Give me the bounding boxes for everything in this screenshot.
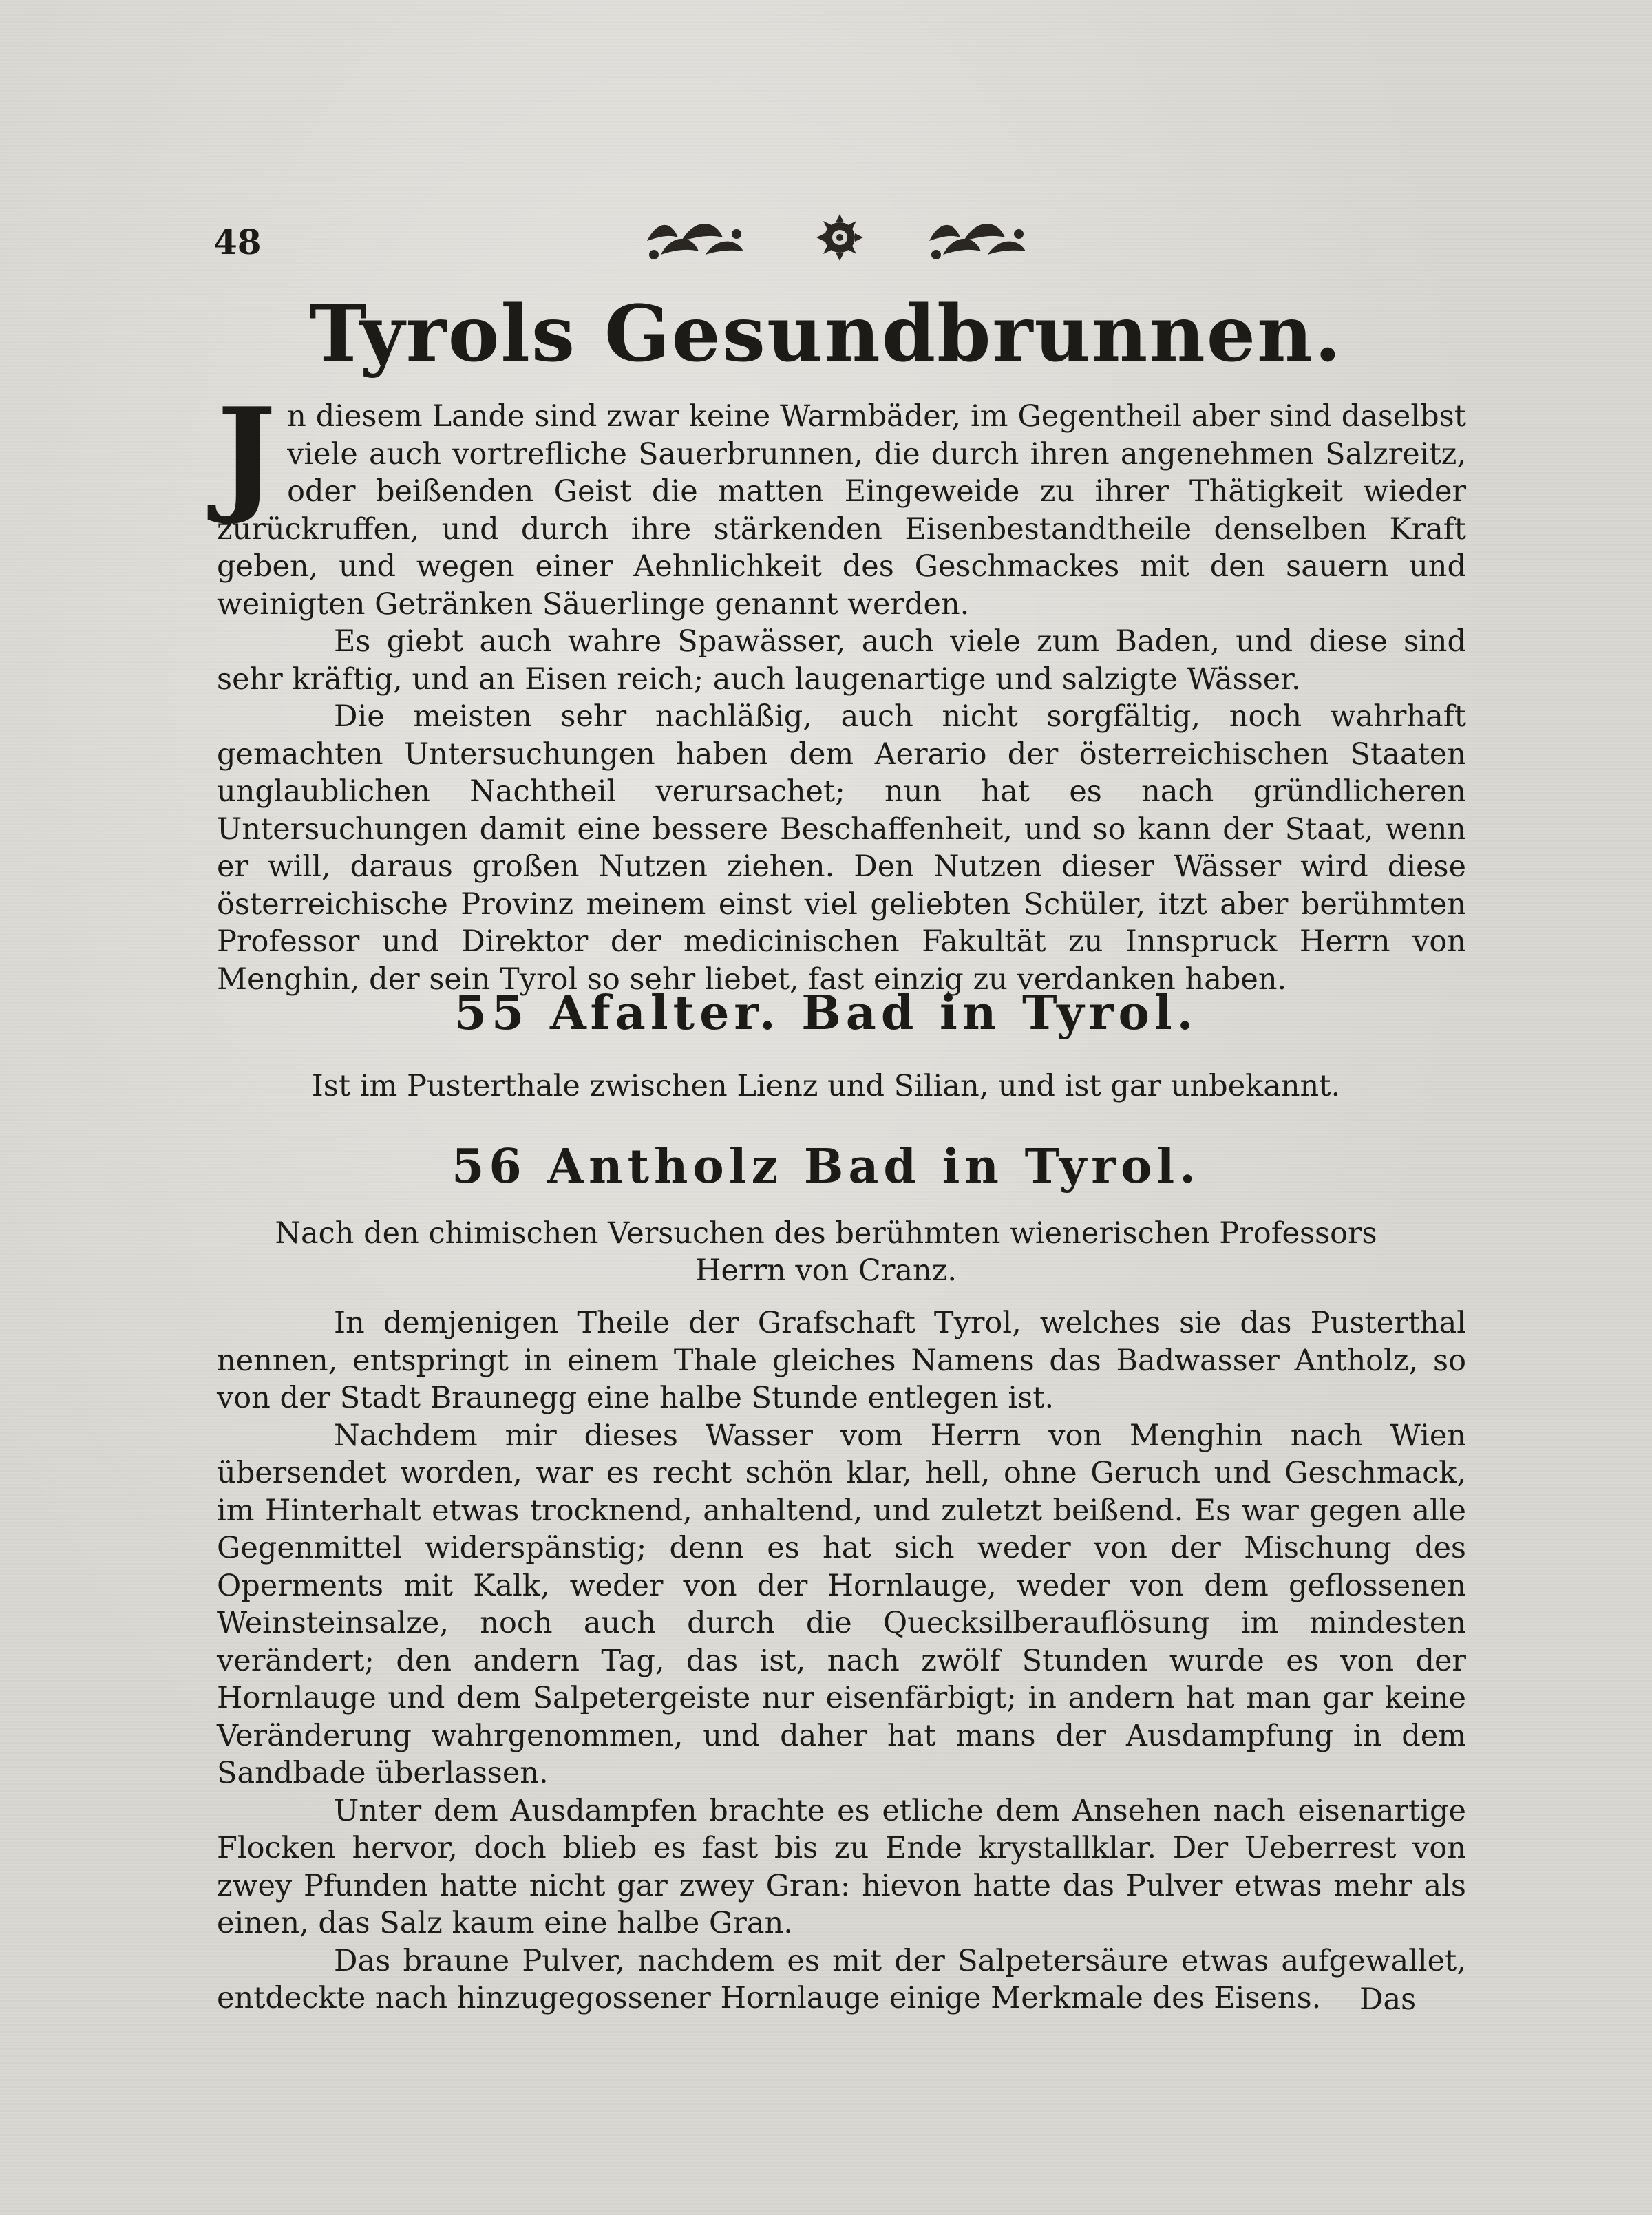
section-56-text (217, 1304, 1466, 2017)
section-56-paragraph-4: Das braune Pulver, nachdem es mit der Salpetersäure etwas aufgewallet, entdeckte nach hinzugegossener Hornlauge einige Merkmale des Eisens. (217, 1943, 1466, 2015)
intro-paragraph-1: Jn diesem Lande sind zwar keine Warmbäder, im Gegentheil aber sind daselbst viele auch vortrefliche Sauerbrunnen, die durch ihren angenehmen Salzreitz, oder beißenden Geist die matten Eingeweide zu ihrer Thätigkeit wieder zurückruffen, und durch ihre stärkenden Eisenbestandtheile denselben Kraft geben, und wegen einer Aehnlichkeit des Geschmackes mit den sauern und weinigten Getränken Säuerlinge genannt werden. (217, 380, 1466, 622)
section-56-heading: 56 Antholz Bad in Tyrol. (452, 1139, 1200, 1194)
intro-text (217, 380, 1466, 998)
drop-cap: J (217, 380, 277, 527)
page-title: Tyrols Gesundbrunnen. (309, 289, 1343, 379)
catchword: Das (1359, 1982, 1417, 2017)
section-56-paragraph-2: Nachdem mir dieses Wasser vom Herrn von Menghin nach Wien übersendet worden, war es recht schön klar, hell, ohne Geruch und Geschmack, im Hinterhalt etwas trocknend, anhaltend, und zuletzt beißend. Es war gegen alle Gegenmittel widerspänstig; denn es hat sich weder von der Mischung des Operments mit Kalk, weder von der Hornlauge, weder von dem geflossenen Weinsteinsalze, noch auch durch die Quecksilberauflösung im mindesten verändert; den andern Tag, das ist, nach zwölf Stunden wurde es von der Hornlauge und dem Salpetergeiste nur eisenfärbigt; in andern hat man gar keine Veränderung wahrgenommen, und daher hat mans der Ausdampfung in dem Sandbade überlassen. (217, 1418, 1466, 1790)
intro-paragraph-3: Die meisten sehr nachläßig, auch nicht sorgfältig, noch wahrhaft gemachten Untersuchungen haben dem Aerario der österreichischen Staaten unglaublichen Nachtheil verursachet; nun hat es nach gründlicheren Untersuchungen damit eine bessere Beschaffenheit, und so kann der Staat, wenn er will, daraus großen Nutzen ziehen. Den Nutzen dieser Wässer wird diese österreichische Provinz meinem einst viel geliebten Schüler, itzt aber berühmten Professor und Direktor der medicinischen Fakultät zu Innspruck Herrn von Menghin, der sein Tyrol so sehr liebet, fast einzig zu verdanken haben. (217, 699, 1466, 997)
section-56-paragraph-3: Unter dem Ausdampfen brachte es etliche dem Ansehen nach eisenartige Flocken hervor, doch blieb es fast bis zu Ende krystallklar. Der Ueberrest von zwey Pfunden hatte nicht gar zwey Gran: hievon hatte das Pulver etwas mehr als einen, das Salz kaum eine halbe Gran. (217, 1793, 1466, 1940)
section-56-author: Herrn von Cranz. (695, 1253, 957, 1288)
fleuron-ornament-icon (633, 206, 1046, 268)
section-55-heading: 55 Afalter. Bad in Tyrol. (454, 986, 1198, 1041)
page-number: 48 (213, 222, 262, 262)
intro-paragraph-2: Es giebt auch wahre Spawässer, auch viele zum Baden, und diese sind sehr kräftig, und an Eisen reich; auch laugenartige und salzigte Wässer. (217, 624, 1466, 697)
section-56-paragraph-1: In demjenigen Theile der Grafschaft Tyrol, welches sie das Pusterthal nennen, entspringt in einem Thale gleiches Namens das Badwasser Antholz, so von der Stadt Braunegg eine halbe Stunde entlegen ist. (217, 1306, 1466, 1415)
section-56-subtitle: Nach den chimischen Versuchen des berühmten wienerischen Professors (275, 1216, 1377, 1251)
section-55-text: Ist im Pusterthale zwischen Lienz und Silian, und ist gar unbekannt. (311, 1069, 1341, 1103)
